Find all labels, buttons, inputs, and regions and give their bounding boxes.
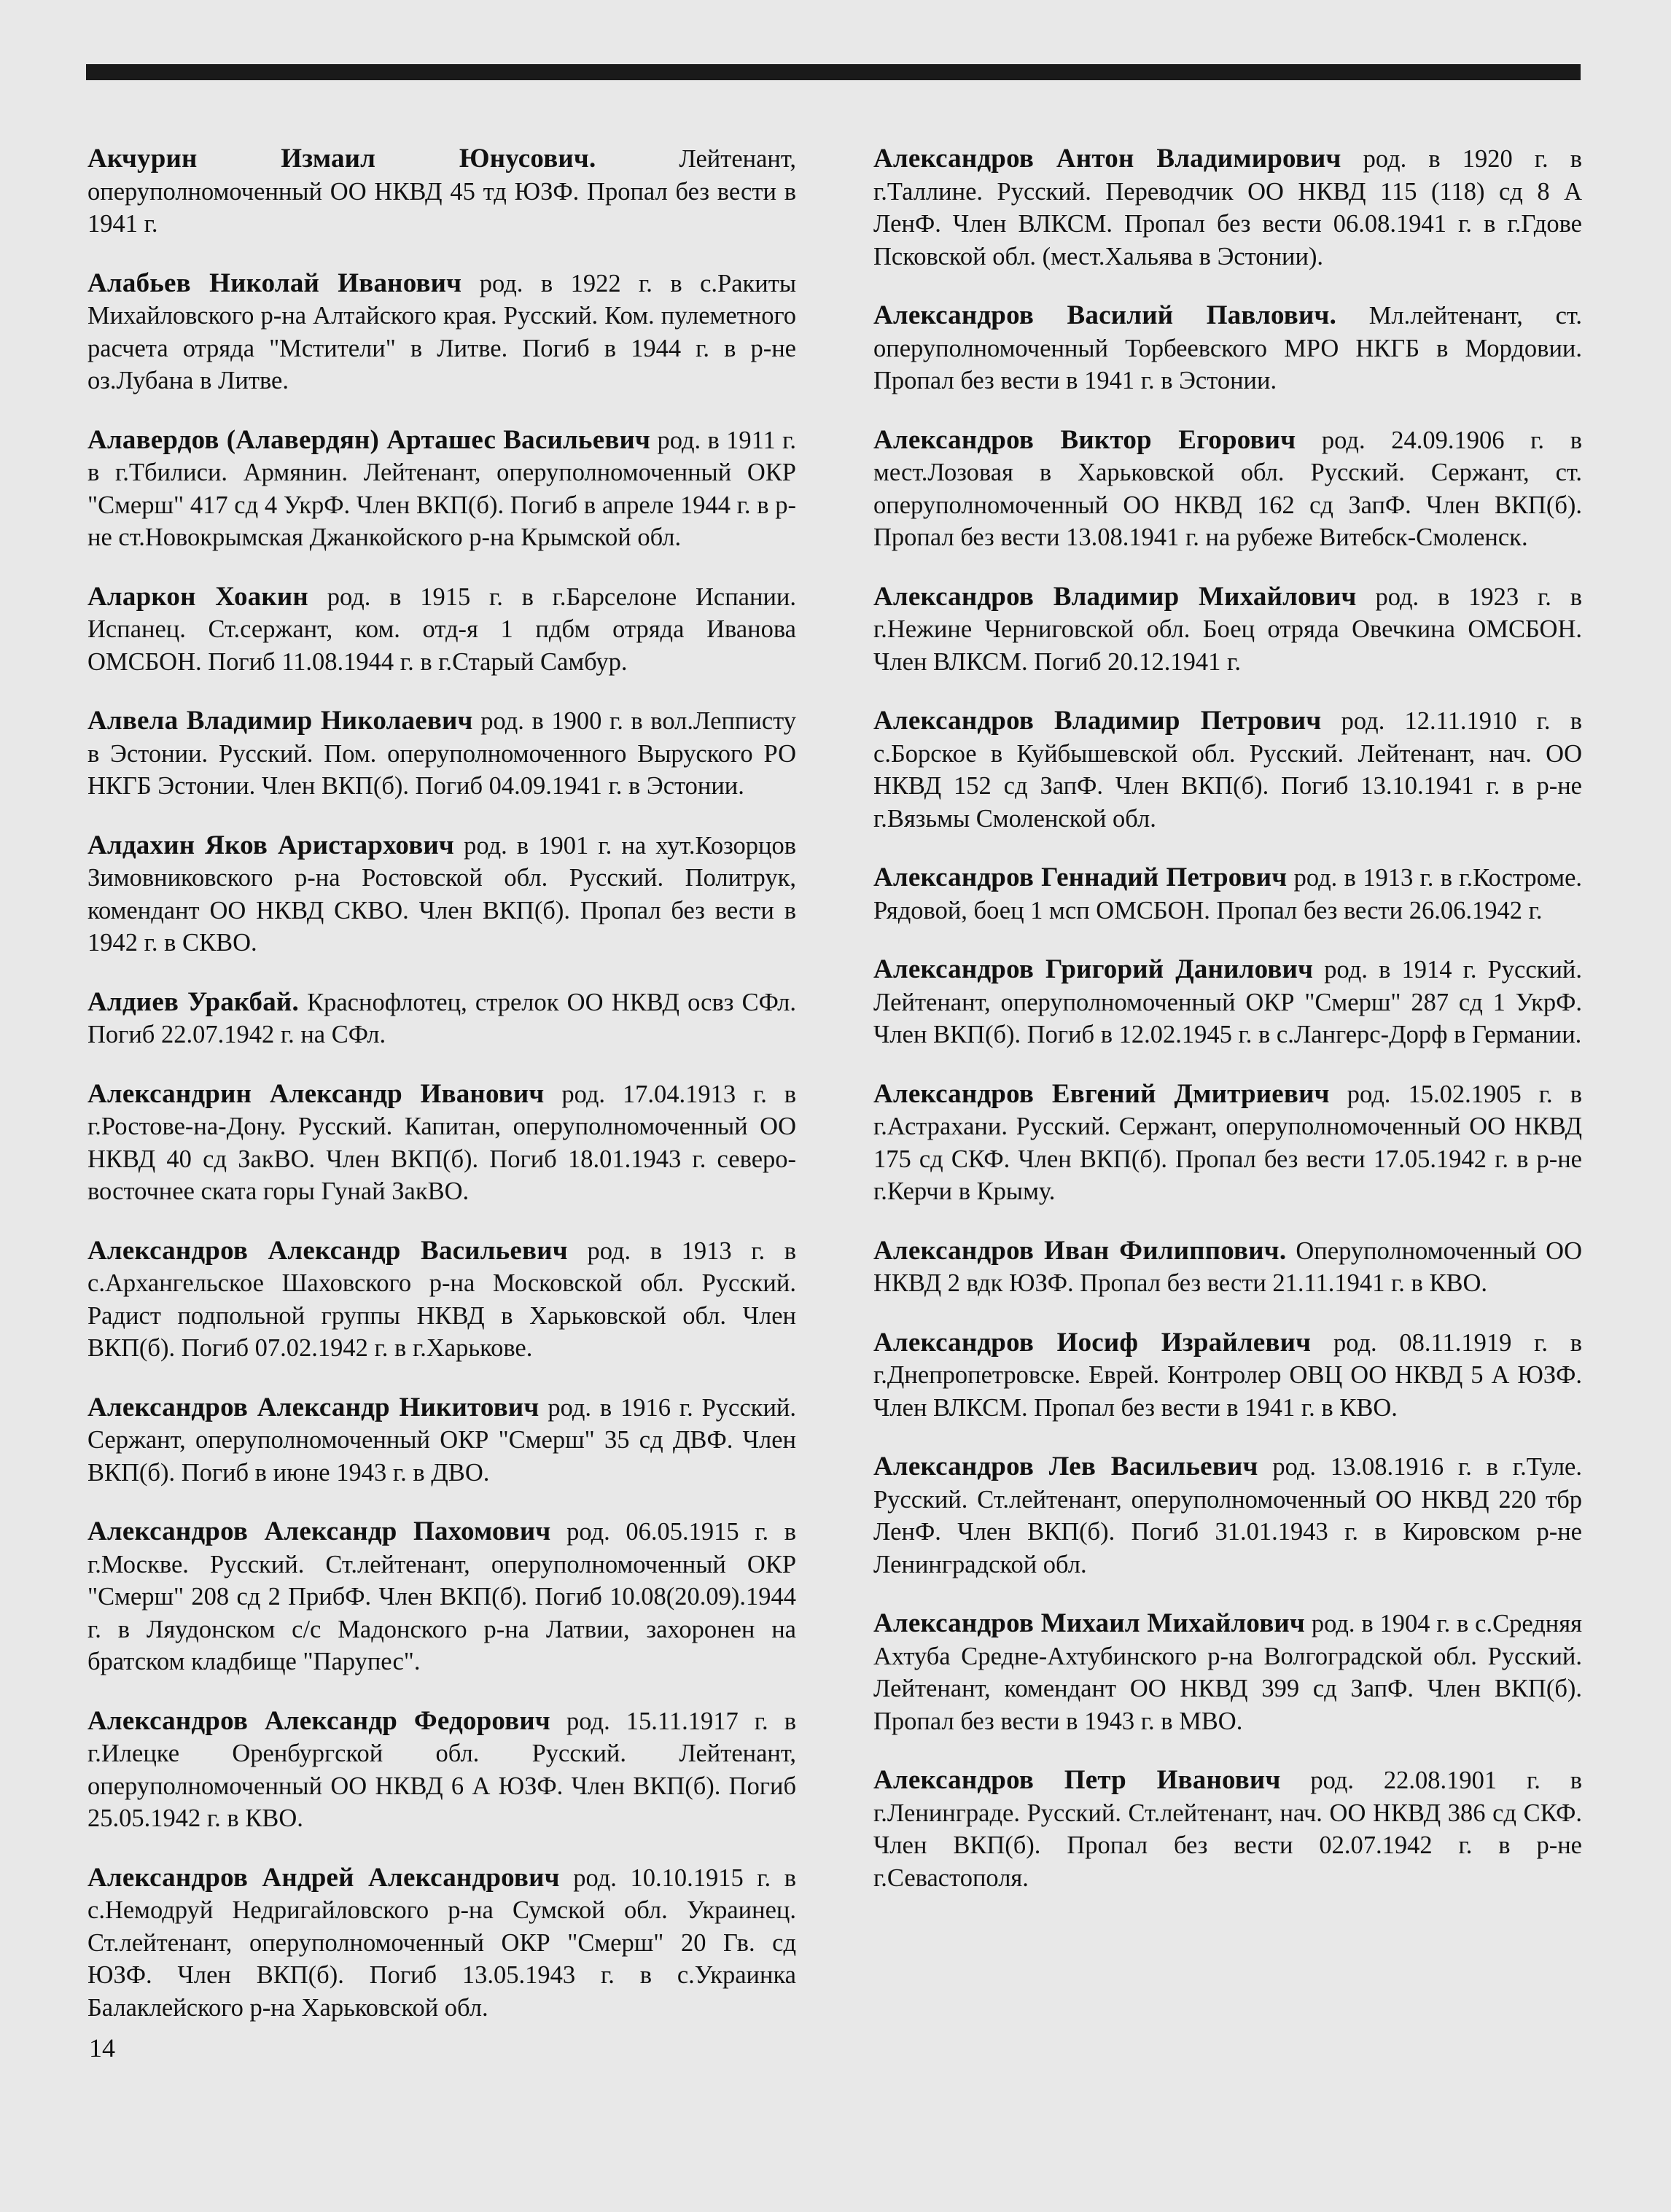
- entry-text: род. в 1913 г. в г.Костроме. Рядовой, боец 1 мсп ОМСБОН. Пропал без вести 26.06.1942 г.: [873, 864, 1583, 924]
- entry: [873, 1451, 1582, 1581]
- entry: [873, 862, 1582, 927]
- entry-name: Александров Иосиф Израйлевич: [873, 1327, 1312, 1358]
- entry-text: род. 22.08.1901 г. в г.Ленинграде. Русский. Ст.лейтенант, нач. ОО НКВД 386 сд СКФ. Член ВКП(б). Пропал без вести 02.07.1942 г. в р-не г.Севастополя.: [873, 1767, 1582, 1892]
- entry: [873, 705, 1582, 835]
- entry-text: род. в 1914 г. Русский. Лейтенант, оперуполномоченный ОКР "Смерш" 287 сд 1 УкрФ. Член ВКП(б). Погиб в 12.02.1945 г. в с.Лангерс-Дорф в Германии.: [873, 956, 1582, 1048]
- entry-text: род. в 1923 г. в г.Нежине Черниговской обл. Боец отряда Овечкина ОМСБОН. Член ВЛКСМ. Погиб 20.12.1941 г.: [873, 583, 1582, 676]
- entry-text: род. в 1915 г. в г.Барселоне Испании. Испанец. Ст.сержант, ком. отд-я 1 пдбм отряда Иванова ОМСБОН. Погиб 11.08.1944 г. в г.Старый Самбур.: [87, 583, 796, 676]
- entry: [873, 1327, 1582, 1425]
- entry-name: Александров Владимир Михайлович: [873, 581, 1357, 612]
- entry-name: Александров Григорий Данилович: [873, 954, 1314, 984]
- entry: [87, 1516, 796, 1678]
- header-rule: [86, 64, 1581, 80]
- entry: [873, 1078, 1582, 1208]
- entry: [873, 1235, 1582, 1300]
- entry-name: Аларкон Хоакин: [87, 581, 308, 612]
- entry-text: Краснофлотец, стрелок ОО НКВД освз СФл. Погиб 22.07.1942 г. на СФл.: [87, 988, 796, 1048]
- entry-text: род. в 1900 г. в вол.Лепписту в Эстонии. Русский. Пом. оперуполномоченного Выруского РО НКГБ Эстонии. Член ВКП(б). Погиб 04.09.1941 г. в Эстонии.: [87, 707, 797, 800]
- entry: [87, 705, 796, 803]
- entry-name: Александров Петр Иванович: [873, 1765, 1281, 1795]
- entry-name: Алдахин Яков Аристархович: [87, 830, 454, 860]
- entry: [87, 581, 796, 679]
- entry-name: Александров Иван Филиппович.: [873, 1235, 1287, 1266]
- entry-name: Александров Александр Никитович: [87, 1392, 540, 1422]
- entry-text: род. 12.11.1910 г. в с.Борское в Куйбышевской обл. Русский. Лейтенант, нач. ОО НКВД 152 сд ЗапФ. Член ВКП(б). Погиб 13.10.1941 г. в р-не г.Вязьмы Смоленской обл.: [873, 707, 1583, 833]
- entry-text: род. 13.08.1916 г. в г.Туле. Русский. Ст.лейтенант, оперуполномоченный ОО НКВД 220 тбр ЛенФ. Член ВКП(б). Погиб 31.01.1943 г. в Кировском р-не Ленинградской обл.: [873, 1453, 1582, 1578]
- entry-text: род. 24.09.1906 г. в мест.Лозовая в Харьковской обл. Русский. Сержант, ст. оперуполномоченный ОО НКВД 162 сд ЗапФ. Член ВКП(б). Пропал без вести 13.08.1941 г. на рубеже Витебск-Смоленск.: [873, 426, 1582, 551]
- entry-text: Лейтенант, оперуполномоченный ОО НКВД 45 тд ЮЗФ. Пропал без вести в 1941 г.: [87, 145, 796, 238]
- left-column: [87, 143, 796, 2051]
- entry: [87, 1862, 796, 2025]
- entry: [87, 830, 796, 959]
- entry-name: Александров Михаил Михайлович: [873, 1608, 1305, 1638]
- entry-text: род. в 1911 г. в г.Тбилиси. Армянин. Лейтенант, оперуполномоченный ОКР "Смерш" 417 сд 4 УкрФ. Член ВКП(б). Погиб в апреле 1944 г. в р-не ст.Новокрымская Джанкойского р-на Крымской обл.: [87, 426, 797, 551]
- entry: [87, 424, 796, 554]
- entry-text: род. 08.11.1919 г. в г.Днепропетровске. Еврей. Контролер ОВЦ ОО НКВД 5 А ЮЗФ. Член ВЛКСМ. Пропал без вести в 1941 г. в КВО.: [873, 1328, 1583, 1422]
- entry-name: Александров Василий Павлович.: [873, 300, 1337, 330]
- entry-text: Оперуполномоченный ОО НКВД 2 вдк ЮЗФ. Пропал без вести 21.11.1941 г. в КВО.: [873, 1237, 1582, 1297]
- entry-name: Александров Александр Федорович: [87, 1705, 550, 1736]
- entry: [873, 143, 1582, 273]
- entry-text: род. в 1904 г. в с.Средняя Ахтуба Средне-Ахтубинского р-на Волгоградской обл. Русский. Лейтенант, комендант ОО НКВД 399 сд ЗапФ. Член ВКП(б). Пропал без вести в 1943 г. в МВО.: [873, 1610, 1582, 1735]
- entry-name: Александров Александр Васильевич: [87, 1235, 568, 1266]
- entry: [873, 300, 1582, 397]
- entry-name: Алабьев Николай Иванович: [87, 268, 462, 298]
- entry: [87, 268, 796, 397]
- entry-text: род. в 1913 г. в с.Архангельское Шаховского р-на Московской обл. Русский. Радист подпольной группы НКВД в Харьковской обл. Член ВКП(б). Погиб 07.02.1942 г. в г.Харькове.: [87, 1237, 796, 1362]
- entry: [873, 1608, 1582, 1737]
- entry-name: Александров Геннадий Петрович: [873, 862, 1288, 892]
- entry-text: род. 06.05.1915 г. в г.Москве. Русский. Ст.лейтенант, оперуполномоченный ОКР "Смерш" 208 сд 2 ПрибФ. Член ВКП(б). Погиб 10.08(20.09).1944 г. в Ляудонском с/с Мадонского р-на Латвии, захоронен на братском кладбище "Парупес".: [87, 1518, 797, 1675]
- entry-text: род. в 1901 г. на хут.Козорцов Зимовниковского р-на Ростовской обл. Русский. Политрук, комендант ОО НКВД СКВО. Член ВКП(б). Пропал без вести в 1942 г. в СКВО.: [87, 831, 797, 957]
- entry-text: род. в 1920 г. в г.Таллине. Русский. Переводчик ОО НКВД 115 (118) сд 8 А ЛенФ. Член ВЛКСМ. Пропал без вести 06.08.1941 г. в г.Гдове Псковской обл. (мест.Хальява в Эстонии).: [873, 145, 1582, 270]
- entry-text: род. 17.04.1913 г. в г.Ростове-на-Дону. Русский. Капитан, оперуполномоченный ОО НКВД 40 сд ЗакВО. Член ВКП(б). Погиб 18.01.1943 г. северо-восточнее ската горы Гунай ЗакВО.: [87, 1080, 797, 1205]
- entry: [87, 143, 796, 241]
- entry-name: Александров Лев Васильевич: [873, 1452, 1258, 1481]
- entry: [87, 1078, 796, 1208]
- entry: [87, 986, 796, 1051]
- entry-text: род. 15.11.1917 г. в г.Илецке Оренбургской обл. Русский. Лейтенант, оперуполномоченный ОО НКВД 6 А ЮЗФ. Член ВКП(б). Погиб 25.05.1942 г. в КВО.: [87, 1707, 797, 1832]
- entry: [87, 1705, 796, 1835]
- entry-name: Александров Виктор Егорович: [873, 424, 1296, 455]
- right-column: [873, 143, 1582, 1921]
- entry-text: род. в 1916 г. Русский. Сержант, оперуполномоченный ОКР "Смерш" 35 сд ДВФ. Член ВКП(б). Погиб в июне 1943 г. в ДВО.: [87, 1393, 796, 1487]
- entry-text: род. в 1922 г. в с.Ракиты Михайловского р-на Алтайского края. Русский. Ком. пулеметного расчета отряда "Мстители" в Литве. Погиб в 1944 г. в р-не оз.Лубана в Литве.: [87, 269, 797, 394]
- entry-name: Александрин Александр Иванович: [87, 1078, 545, 1109]
- entry-name: Александров Александр Пахомович: [87, 1516, 551, 1546]
- entry: [873, 954, 1582, 1051]
- page-number: 14: [89, 2033, 115, 2063]
- entry: [87, 1392, 796, 1489]
- entry-name: Алвела Владимир Николаевич: [87, 706, 473, 736]
- entry-text: род. 10.10.1915 г. в с.Немодруй Недригайловского р-на Сумской обл. Украинец. Ст.лейтенант, оперуполномоченный ОКР "Смерш" 20 Гв. сд ЮЗФ. Член ВКП(б). Погиб 13.05.1943 г. в с.Украинка Балаклейского р-на Харьковской обл.: [87, 1864, 796, 2022]
- entry-name: Алавердов (Алавердян) Арташес Васильевич: [87, 424, 651, 455]
- entry: [87, 1235, 796, 1365]
- entry-name: Александров Антон Владимирович: [873, 144, 1341, 174]
- entry-name: Алдиев Уракбай.: [87, 986, 299, 1017]
- entry-name: Акчурин Измаил Юнусович.: [87, 144, 596, 174]
- entry-text: род. 15.02.1905 г. в г.Астрахани. Русский. Сержант, оперуполномоченный ОО НКВД 175 сд СКФ. Член ВКП(б). Пропал без вести 17.05.1942 г. в р-не г.Керчи в Крыму.: [873, 1080, 1582, 1205]
- entry-name: Александров Андрей Александрович: [87, 1862, 560, 1893]
- entry-name: Александров Владимир Петрович: [873, 706, 1322, 736]
- entry-text: Мл.лейтенант, ст. оперуполномоченный Торбеевского МРО НКГБ в Мордовии. Пропал без вести в 1941 г. в Эстонии.: [873, 302, 1582, 394]
- entry: [873, 424, 1582, 554]
- entry: [873, 1764, 1582, 1894]
- entry-name: Александров Евгений Дмитриевич: [873, 1078, 1330, 1109]
- entry: [873, 581, 1582, 679]
